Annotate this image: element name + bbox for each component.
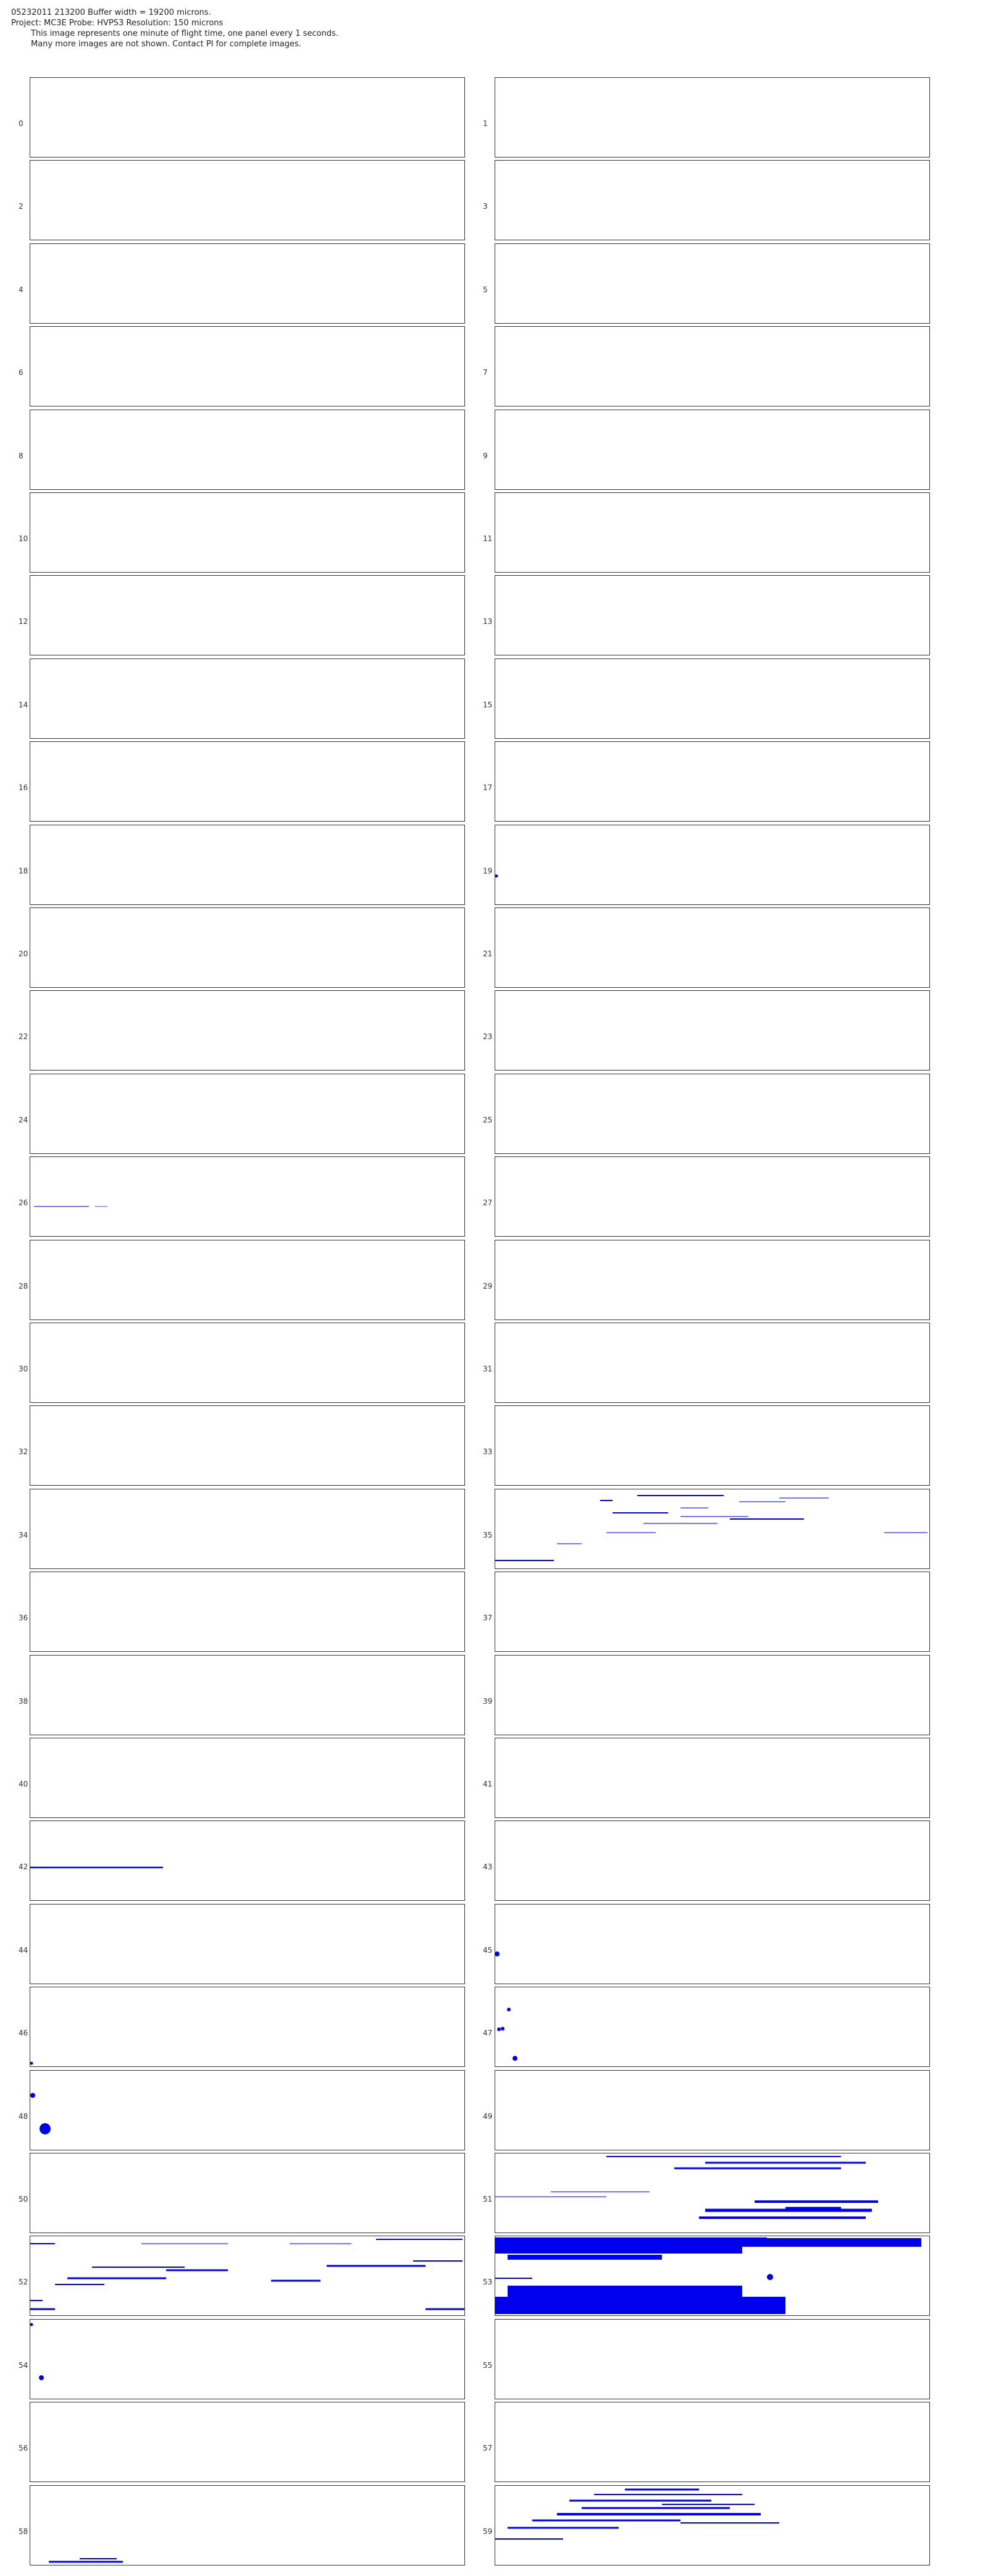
particle-image-panel: [30, 1904, 465, 1984]
panel-canvas: [495, 1738, 930, 1818]
panel-canvas: [495, 493, 930, 573]
particle-mark: [508, 2286, 742, 2297]
panel-canvas: [30, 2486, 465, 2565]
panel-label: 39: [483, 1696, 493, 1706]
particle-mark: [497, 2027, 501, 2031]
panel-label: 30: [19, 1365, 28, 1373]
panel-canvas: [495, 991, 930, 1071]
particle-image-panel: [30, 2236, 465, 2316]
panel-canvas: [30, 1905, 465, 1984]
panel-label: 21: [483, 949, 493, 958]
particle-image-panel: [495, 1904, 930, 1984]
panel-label: 59: [483, 2527, 493, 2536]
panel-canvas: [30, 1572, 465, 1652]
panel-label: 41: [483, 1780, 493, 1788]
particle-image-panel: [30, 2485, 465, 2565]
panel-label: 51: [483, 2195, 493, 2203]
panel-label: 2: [19, 202, 23, 211]
particle-image-panel: [30, 990, 465, 1071]
particle-image-panel: [495, 1572, 930, 1652]
panel-label: 55: [483, 2360, 493, 2370]
particle-mark: [40, 2123, 51, 2134]
panel-label: 33: [483, 1447, 493, 1457]
panel-canvas: [30, 825, 465, 905]
panel-label: 52: [19, 2278, 28, 2287]
panel-canvas: [495, 410, 930, 490]
panel-canvas: [495, 742, 930, 822]
panel-label: 44: [19, 1945, 28, 1955]
particle-image-panel: [495, 1655, 930, 1735]
particle-mark: [495, 874, 498, 877]
particle-mark: [501, 2027, 504, 2031]
panel-canvas: [495, 2236, 930, 2316]
panel-canvas: [30, 1821, 465, 1901]
panel-canvas: [495, 1905, 930, 1984]
panel-label: 26: [19, 1198, 28, 1208]
panel-canvas: [495, 2402, 930, 2482]
panel-label: 23: [483, 1032, 493, 1042]
particle-mark: [39, 2375, 44, 2380]
particle-image-panel: [30, 575, 465, 655]
particle-image-panel: [495, 410, 930, 490]
panel-canvas: [30, 78, 465, 158]
panel-label: 6: [19, 368, 23, 377]
particle-image-panel: [495, 825, 930, 905]
panel-canvas: [495, 908, 930, 988]
particle-mark: [30, 2323, 33, 2326]
particle-image-panel: [495, 77, 930, 158]
panel-canvas: [495, 1157, 930, 1237]
particle-image-panel: [30, 2402, 465, 2482]
particle-image-panel: [30, 1655, 465, 1735]
panel-label: 8: [19, 451, 23, 460]
particle-image-panel: [495, 1323, 930, 1403]
panel-canvas: [495, 1572, 930, 1652]
panel-canvas: [30, 244, 465, 324]
panel-canvas: [30, 1656, 465, 1735]
panel-canvas: [30, 2320, 465, 2399]
panel-canvas: [495, 78, 930, 158]
panel-canvas: [30, 576, 465, 655]
particle-mark: [495, 1951, 500, 1956]
panel-canvas: [495, 1656, 930, 1735]
particle-image-panel: [495, 2319, 930, 2399]
panel-canvas: [30, 1157, 465, 1237]
particle-image-panel: [495, 1489, 930, 1569]
panel-label: 27: [483, 1198, 493, 1208]
panel-canvas: [30, 1323, 465, 1403]
particle-image-panel: [30, 659, 465, 739]
particle-image-panel: [30, 907, 465, 988]
panel-canvas: [495, 1821, 930, 1901]
panel-label: 32: [19, 1447, 28, 1457]
particle-image-panel: [30, 2319, 465, 2399]
panel-canvas: [495, 1074, 930, 1154]
panel-canvas: [30, 2071, 465, 2150]
panel-canvas: [495, 2071, 930, 2150]
particle-image-panel: [30, 326, 465, 406]
panel-label: 4: [19, 285, 23, 294]
particle-image-panel: [495, 741, 930, 822]
panel-canvas: [30, 1406, 465, 1486]
particle-image-panel: [30, 1156, 465, 1237]
panel-label: 22: [19, 1032, 28, 1042]
particle-mark: [495, 2245, 742, 2254]
particle-image-panel: [30, 2153, 465, 2233]
header-line-4: Many more images are not shown. Contact PI for complete images.: [31, 40, 301, 49]
panel-label: 15: [483, 700, 493, 709]
particle-image-panel: [495, 160, 930, 240]
panel-label: 5: [483, 285, 488, 294]
panel-canvas: [495, 327, 930, 406]
panel-canvas: [495, 2320, 930, 2399]
panel-canvas: [30, 493, 465, 573]
panel-label: 14: [19, 700, 28, 709]
particle-image-panel: [495, 2070, 930, 2150]
particle-image-panel: [495, 243, 930, 324]
panel-canvas: [30, 410, 465, 490]
panel-canvas: [30, 991, 465, 1071]
particle-image-panel: [495, 990, 930, 1071]
panel-label: 18: [19, 866, 28, 875]
particle-image-panel: [30, 243, 465, 324]
header-line-1: 05232011 213200 Buffer width = 19200 microns.: [11, 8, 211, 17]
panel-label: 12: [19, 617, 28, 626]
panel-label: 31: [483, 1365, 493, 1373]
panel-canvas: [30, 908, 465, 988]
particle-mark: [513, 2056, 517, 2061]
panel-label: 45: [483, 1945, 493, 1955]
panel-label: 0: [19, 119, 23, 128]
panel-label: 29: [483, 1281, 493, 1290]
particle-image-panel: [30, 1489, 465, 1569]
panel-canvas: [30, 1489, 465, 1569]
panel-label: 7: [483, 368, 488, 377]
panel-label: 35: [483, 1530, 493, 1539]
panel-canvas: [495, 244, 930, 324]
panel-label: 50: [19, 2195, 28, 2203]
panel-canvas: [30, 1074, 465, 1154]
panel-canvas: [30, 327, 465, 406]
particle-image-panel: [30, 77, 465, 158]
panel-canvas: [495, 1489, 930, 1569]
panel-canvas: [30, 2236, 465, 2316]
particle-image-panel: [495, 2236, 930, 2316]
particle-image-panel: [30, 2070, 465, 2150]
particle-mark: [30, 2093, 35, 2098]
panel-label: 48: [19, 2111, 28, 2121]
header-line-3: This image represents one minute of flight time, one panel every 1 seconds.: [31, 29, 338, 38]
particle-image-panel: [30, 1987, 465, 2067]
panel-label: 46: [19, 2029, 28, 2038]
particle-mark: [30, 2062, 33, 2065]
panel-label: 43: [483, 1863, 493, 1872]
panel-canvas: [495, 825, 930, 905]
particle-image-panel: [495, 326, 930, 406]
particle-image-panel: [495, 2485, 930, 2565]
panel-label: 56: [19, 2444, 28, 2453]
panel-label: 37: [483, 1614, 493, 1623]
particle-image-panel: [30, 1405, 465, 1486]
panel-label: 36: [19, 1614, 28, 1623]
panel-label: 49: [483, 2111, 493, 2121]
particle-image-panel: [495, 1987, 930, 2067]
panel-label: 54: [19, 2360, 28, 2370]
panel-canvas: [495, 2486, 930, 2565]
particle-image-panel: [30, 1074, 465, 1154]
panel-label: 53: [483, 2278, 493, 2287]
panel-canvas: [30, 1987, 465, 2067]
panel-canvas: [495, 2153, 930, 2233]
panel-label: 47: [483, 2029, 493, 2038]
panel-canvas: [30, 2402, 465, 2482]
panel-label: 11: [483, 534, 493, 543]
panel-label: 40: [19, 1780, 28, 1788]
panel-label: 38: [19, 1696, 28, 1706]
particle-mark: [767, 2274, 773, 2280]
particle-image-panel: [495, 1156, 930, 1237]
panel-canvas: [30, 742, 465, 822]
panel-canvas: [495, 576, 930, 655]
particle-image-panel: [495, 1820, 930, 1901]
particle-image-panel: [495, 1405, 930, 1486]
panel-label: 28: [19, 1281, 28, 1290]
panel-label: 24: [19, 1115, 28, 1124]
panel-label: 10: [19, 534, 28, 543]
particle-image-panel: [495, 907, 930, 988]
particle-image-panel: [30, 410, 465, 490]
particle-image-panel: [495, 2153, 930, 2233]
panel-canvas: [495, 1406, 930, 1486]
panel-canvas: [30, 1738, 465, 1818]
particle-mark: [508, 2255, 662, 2260]
particle-image-panel: [30, 1820, 465, 1901]
panel-canvas: [495, 659, 930, 739]
particle-image-panel: [495, 659, 930, 739]
panel-canvas: [495, 161, 930, 240]
panel-canvas: [495, 1323, 930, 1403]
particle-mark: [495, 2297, 785, 2314]
panel-canvas: [495, 1240, 930, 1320]
particle-image-panel: [30, 825, 465, 905]
image-header: [11, 7, 338, 49]
panel-label: 42: [19, 1863, 28, 1872]
particle-image-panel: [495, 575, 930, 655]
panel-label: 57: [483, 2444, 493, 2453]
panel-label: 13: [483, 617, 493, 626]
particle-image-panel: [495, 1074, 930, 1154]
panel-canvas: [30, 2153, 465, 2233]
particle-image-panel: [30, 1323, 465, 1403]
panel-label: 19: [483, 866, 493, 875]
panel-label: 17: [483, 783, 493, 793]
particle-image-panel: [495, 492, 930, 573]
header-line-2: Project: MC3E Probe: HVPS3 Resolution: 150 microns: [11, 19, 224, 28]
particle-image-panel: [495, 1738, 930, 1818]
panel-label: 9: [483, 451, 488, 460]
particle-image-panel: [30, 492, 465, 573]
panel-label: 3: [483, 202, 488, 211]
particle-image-panel: [30, 741, 465, 822]
particle-image-panel: [30, 1572, 465, 1652]
panel-canvas: [30, 1240, 465, 1320]
panel-canvas: [30, 659, 465, 739]
panel-label: 16: [19, 783, 28, 793]
particle-mark: [507, 2008, 511, 2011]
particle-image-panel: [495, 1240, 930, 1320]
particle-image-panel: [30, 1240, 465, 1320]
panel-label: 58: [19, 2527, 28, 2536]
particle-mark: [718, 2238, 921, 2247]
particle-image-panel: [30, 1738, 465, 1818]
panel-label: 34: [19, 1530, 28, 1539]
particle-image-panel: [30, 160, 465, 240]
particle-image-panel: [495, 2402, 930, 2482]
panel-label: 25: [483, 1115, 493, 1124]
panel-canvas: [30, 161, 465, 240]
panel-label: 1: [483, 119, 488, 128]
panel-canvas: [495, 1987, 930, 2067]
panel-label: 20: [19, 949, 28, 958]
